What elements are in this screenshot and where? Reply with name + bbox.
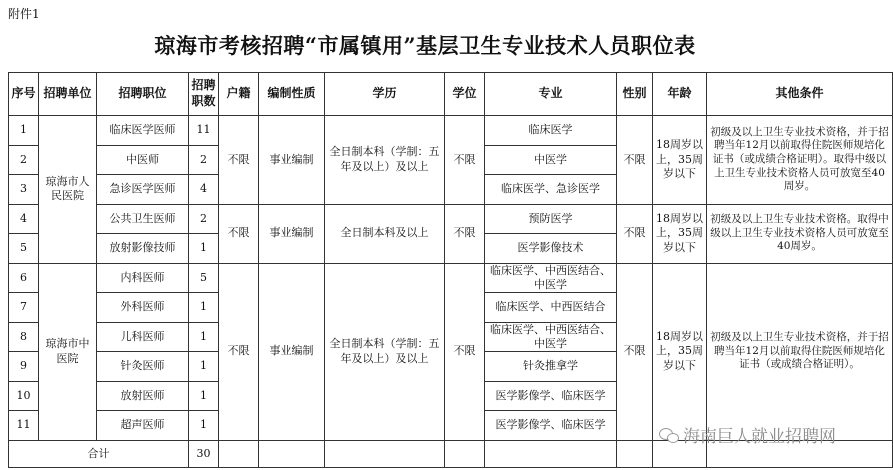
- col-header-age: 年龄: [653, 73, 707, 116]
- position-name: 中医师: [97, 145, 189, 175]
- page-title: 琼海市考核招聘“市属镇用”基层卫生专业技术人员职位表: [154, 33, 696, 58]
- row-no: 1: [9, 116, 39, 146]
- position-count: 2: [189, 204, 219, 234]
- household-req: 不限: [219, 263, 259, 440]
- gender-req: 不限: [617, 263, 653, 440]
- major-req: 中医学: [485, 145, 617, 175]
- major-req: 针灸推拿学: [485, 352, 617, 382]
- position-count: 2: [189, 145, 219, 175]
- col-header-household: 户籍: [219, 73, 259, 116]
- recruiting-unit: 琼海市人民医院: [39, 116, 97, 264]
- gender-req: 不限: [617, 204, 653, 263]
- col-header-degree: 学位: [445, 73, 485, 116]
- major-req: 临床医学、中西医结合、中医学: [485, 263, 617, 293]
- col-header-no: 序号: [9, 73, 39, 116]
- col-header-major: 专业: [485, 73, 617, 116]
- position-count: 5: [189, 263, 219, 293]
- position-count: 1: [189, 293, 219, 323]
- education-req: 全日制本科及以上: [325, 204, 445, 263]
- col-header-position: 招聘职位: [97, 73, 189, 116]
- row-no: 6: [9, 263, 39, 293]
- position-count: 1: [189, 322, 219, 352]
- major-req: 临床医学、急诊医学: [485, 175, 617, 205]
- col-header-unit: 招聘单位: [39, 73, 97, 116]
- position-count: 1: [189, 381, 219, 411]
- col-header-count: 招聘 职数: [189, 73, 219, 116]
- total-count: 30: [189, 440, 219, 467]
- education-req: 全日制本科（学制：五年及以上）及以上: [325, 263, 445, 440]
- total-label: 合计: [9, 440, 189, 467]
- age-req: 18周岁以上，35周岁以下: [653, 263, 707, 440]
- major-req: 临床医学、中西医结合、中医学: [485, 322, 617, 352]
- position-name: 急诊医学医师: [97, 175, 189, 205]
- gender-req: 不限: [617, 116, 653, 205]
- position-name: 放射医师: [97, 381, 189, 411]
- watermark: [659, 422, 836, 447]
- table-row: [9, 204, 893, 234]
- other-conditions: 初级及以上卫生专业技术资格。取得中级以上卫生专业技术资格人员可放宽至40周岁。: [707, 204, 893, 263]
- position-name: 放射影像技师: [97, 234, 189, 264]
- row-no: 5: [9, 234, 39, 264]
- age-req: 18周岁以上，35周岁以下: [653, 204, 707, 263]
- table-header-row: [9, 73, 893, 116]
- major-req: 医学影像学、临床医学: [485, 381, 617, 411]
- position-count: 1: [189, 411, 219, 441]
- staffing-type: 事业编制: [259, 116, 325, 205]
- row-no: 4: [9, 204, 39, 234]
- table-row: [9, 263, 893, 293]
- staffing-type: 事业编制: [259, 204, 325, 263]
- position-name: 外科医师: [97, 293, 189, 323]
- degree-req: 不限: [445, 116, 485, 205]
- row-no: 7: [9, 293, 39, 323]
- row-no: 10: [9, 381, 39, 411]
- position-count: 1: [189, 234, 219, 264]
- row-no: 8: [9, 322, 39, 352]
- col-header-education: 学历: [325, 73, 445, 116]
- position-name: 临床医学医师: [97, 116, 189, 146]
- row-no: 2: [9, 145, 39, 175]
- position-count: 1: [189, 352, 219, 382]
- row-no: 9: [9, 352, 39, 382]
- position-name: 超声医师: [97, 411, 189, 441]
- household-req: 不限: [219, 204, 259, 263]
- staffing-type: 事业编制: [259, 263, 325, 440]
- degree-req: 不限: [445, 263, 485, 440]
- wechat-icon: [659, 427, 679, 443]
- major-req: 预防医学: [485, 204, 617, 234]
- other-conditions: 初级及以上卫生专业技术资格，并于招聘当年12月以前取得住院医师规培化证书（或成绩合格证明）。: [707, 263, 893, 440]
- col-header-gender: 性别: [617, 73, 653, 116]
- row-no: 11: [9, 411, 39, 441]
- position-name: 公共卫生医师: [97, 204, 189, 234]
- degree-req: 不限: [445, 204, 485, 263]
- major-req: 医学影像技术: [485, 234, 617, 264]
- attachment-label: 附件1: [8, 7, 40, 21]
- major-req: 医学影像学、临床医学: [485, 411, 617, 441]
- col-header-staffing: 编制性质: [259, 73, 325, 116]
- position-name: 针灸医师: [97, 352, 189, 382]
- age-req: 18周岁以上，35周岁以下: [653, 116, 707, 205]
- row-no: 3: [9, 175, 39, 205]
- col-header-other: 其他条件: [707, 73, 893, 116]
- recruiting-unit: 琼海市中医院: [39, 263, 97, 440]
- position-count: 11: [189, 116, 219, 146]
- other-conditions: 初级及以上卫生专业技术资格，并于招聘当年12月以前取得住院医师规培化证书（或成绩合格证明）。取得中级以上卫生专业技术资格人员可放宽至40周岁。: [707, 116, 893, 205]
- position-count: 4: [189, 175, 219, 205]
- positions-table: [8, 72, 893, 468]
- household-req: 不限: [219, 116, 259, 205]
- table-row: [9, 116, 893, 146]
- major-req: 临床医学: [485, 116, 617, 146]
- position-name: 儿科医师: [97, 322, 189, 352]
- position-name: 内科医师: [97, 263, 189, 293]
- watermark-text: 海南巨人就业招聘网: [683, 427, 836, 447]
- major-req: 临床医学、中西医结合: [485, 293, 617, 323]
- education-req: 全日制本科（学制：五年及以上）及以上: [325, 116, 445, 205]
